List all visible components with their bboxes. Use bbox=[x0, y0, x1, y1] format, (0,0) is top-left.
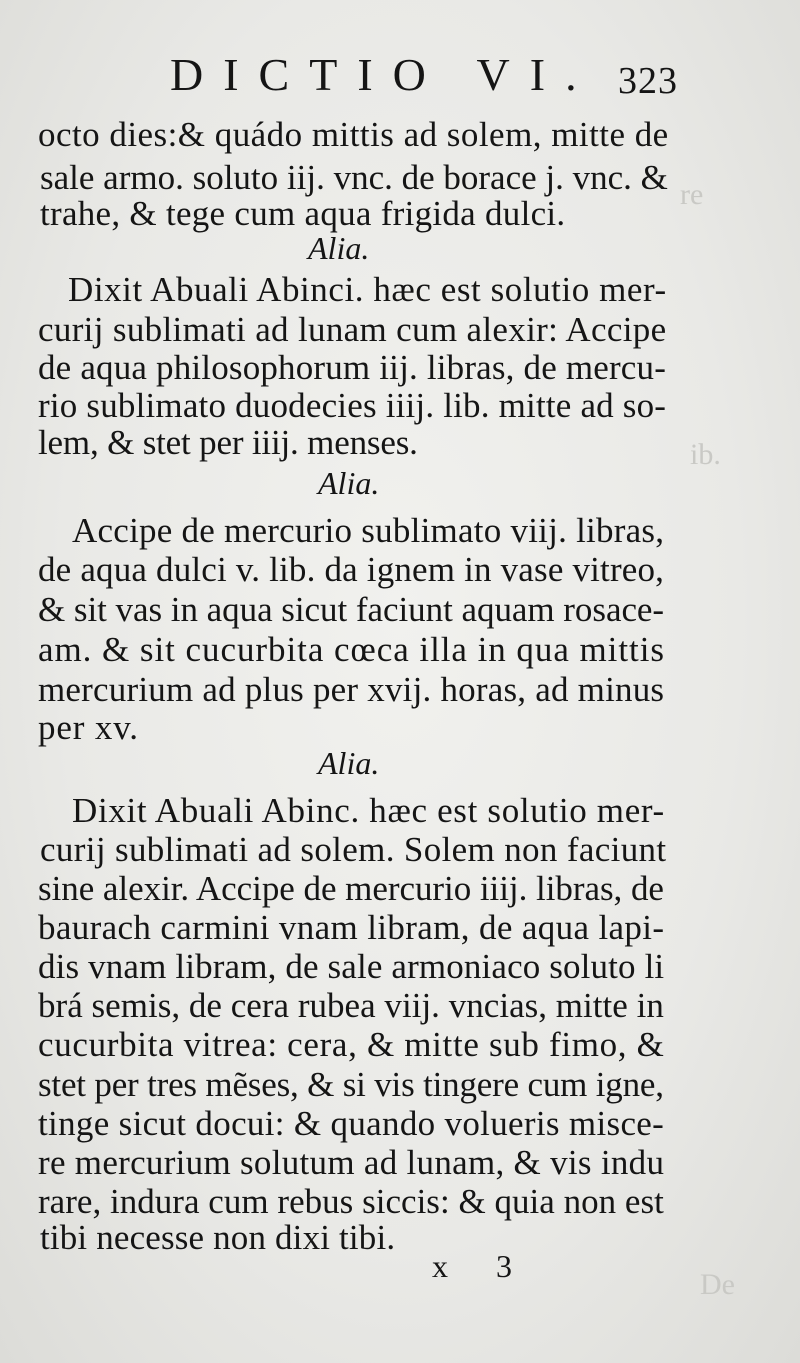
text-line: Dixit Abuali Abinc. hæc est solutio mer- bbox=[72, 791, 665, 830]
section-heading: Alia. bbox=[308, 230, 370, 266]
text-line: mercurium ad plus per xvij. horas, ad minus bbox=[38, 670, 665, 709]
bleed-through-text: ib. bbox=[690, 440, 721, 470]
text-line: Accipe de mercurio sublimato viij. libras, bbox=[72, 511, 665, 550]
text-line: rare, indura cum rebus siccis: & quia non est bbox=[38, 1182, 664, 1221]
page-number: 323 bbox=[618, 60, 678, 102]
signature-mark: x 3 bbox=[432, 1248, 532, 1284]
text-line: tibi necesse non dixi tibi. bbox=[40, 1218, 396, 1257]
text-line: curij sublimati ad lunam cum alexir: Accipe bbox=[38, 310, 667, 349]
section-heading: Alia. bbox=[318, 745, 380, 781]
text-line: per xv. bbox=[38, 708, 139, 747]
page-header-title: DICTIO VI. bbox=[170, 49, 597, 100]
text-line: lem, & stet per iiij. menses. bbox=[38, 423, 418, 462]
text-line: sine alexir. Accipe de mercurio iiij. libras, de bbox=[38, 869, 664, 908]
text-line: cucurbita vitrea: cera, & mitte sub fimo, & bbox=[38, 1025, 665, 1064]
section-heading: Alia. bbox=[318, 465, 380, 501]
text-line: baurach carmini vnam libram, de aqua lapi- bbox=[38, 908, 665, 947]
bleed-through-text: De bbox=[700, 1270, 735, 1300]
text-line: sale armo. soluto iij. vnc. de borace j. vnc. & bbox=[40, 158, 668, 197]
text-line: stet per tres mẽses, & si vis tingere cum igne, bbox=[38, 1065, 664, 1104]
text-line: de aqua philosophorum iij. libras, de mercu- bbox=[38, 348, 667, 387]
text-line: & sit vas in aqua sicut faciunt aquam rosace- bbox=[38, 590, 665, 629]
text-line: re mercurium solutum ad lunam, & vis indu bbox=[38, 1143, 665, 1182]
text-line: octo dies:& quádo mittis ad solem, mitte de bbox=[38, 115, 669, 154]
text-line: dis vnam libram, de sale armoniaco soluto li bbox=[38, 947, 665, 986]
text-line: trahe, & tege cum aqua frigida dulci. bbox=[40, 194, 566, 233]
text-line: de aqua dulci v. lib. da ignem in vase vitreo, bbox=[38, 550, 665, 589]
text-line: rio sublimato duodecies iiij. lib. mitte ad so- bbox=[38, 386, 667, 425]
text-line: tinge sicut docui: & quando volueris misce- bbox=[38, 1104, 665, 1143]
text-line: brá semis, de cera rubea viij. vncias, mitte in bbox=[38, 986, 664, 1025]
text-line: Dixit Abuali Abinci. hæc est solutio mer- bbox=[68, 270, 667, 309]
text-line: curij sublimati ad solem. Solem non faciunt bbox=[40, 830, 667, 869]
text-line: am. & sit cucurbita cœca illa in qua mittis bbox=[38, 630, 665, 669]
bleed-through-text: re bbox=[680, 180, 704, 210]
